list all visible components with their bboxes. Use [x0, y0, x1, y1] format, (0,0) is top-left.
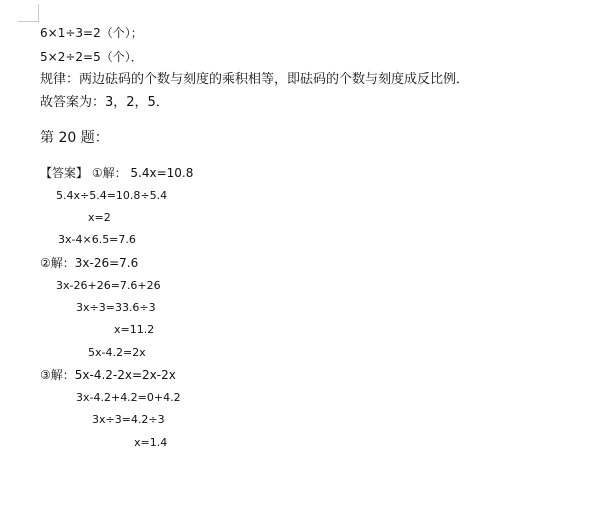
question-heading: 第 20 题：: [40, 130, 109, 146]
equation-step: 3x÷3=4.2÷3: [92, 413, 165, 426]
calc-line-1: 6×1÷3=2（个）；: [40, 26, 143, 40]
answer-summary: 故答案为：3，2，5．: [40, 95, 169, 110]
equation-step: 3x÷3=33.6÷3: [76, 301, 156, 314]
equation-step: x=11.2: [114, 323, 155, 336]
equation-step: 3x-26+26=7.6+26: [56, 279, 161, 292]
equation-step: x=2: [88, 211, 111, 224]
equation-step: x=1.4: [134, 436, 168, 449]
rule-text: 规律：两边砝码的个数与刻度的乘积相等，即砝码的个数与刻度成反比例．: [40, 72, 470, 87]
equation-step: 5x-4.2=2x: [88, 346, 146, 359]
page-corner-mark: [38, 4, 39, 22]
answer-label-part3: ③解：5x-4.2-2x=2x-2x: [40, 368, 176, 382]
calc-line-2: 5×2÷2=5（个）．: [40, 50, 143, 64]
page-corner-mark: [18, 21, 38, 22]
equation-step: 5.4x÷5.4=10.8÷5.4: [56, 189, 168, 202]
equation-step: 3x-4×6.5=7.6: [58, 233, 136, 246]
answer-label-part1: 【答案】 ①解： 5.4x=10.8: [40, 166, 194, 180]
equation-step: 3x-4.2+4.2=0+4.2: [76, 391, 181, 404]
answer-label-part2: ②解：3x-26=7.6: [40, 256, 139, 270]
